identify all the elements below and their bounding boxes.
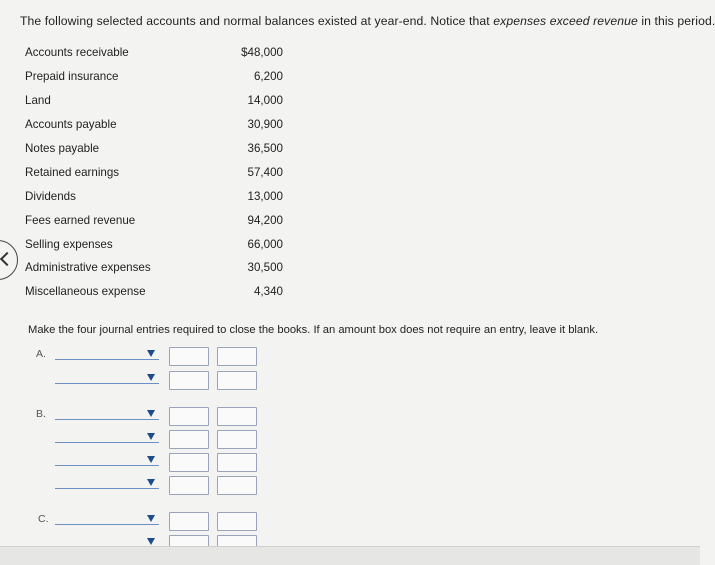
account-row (25, 184, 283, 208)
entry-a-line-2 (55, 371, 265, 391)
dropdown-arrow-icon[interactable] (147, 538, 155, 545)
entry-b-label: B. (36, 408, 46, 420)
entry-b-line-4 (55, 476, 265, 496)
account-balance: 13,000 (247, 189, 283, 203)
account-balance: 94,200 (247, 213, 283, 227)
entry-c-label: C. (38, 513, 49, 525)
instructions-text: Make the four journal entries required to close the books. If an amount box does not require an entry, leave it blank. (28, 324, 599, 336)
dropdown-arrow-icon[interactable] (147, 515, 155, 522)
side-collapse-tab[interactable] (0, 240, 18, 280)
credit-input[interactable] (217, 476, 257, 495)
intro-text (20, 14, 715, 28)
account-row (25, 208, 283, 232)
debit-input[interactable] (169, 453, 209, 472)
chevron-left-icon (0, 252, 14, 266)
account-select[interactable] (55, 488, 159, 489)
bottom-toolbar (0, 546, 700, 565)
account-name: Accounts receivable (25, 46, 129, 60)
credit-input[interactable] (217, 371, 257, 390)
account-row (25, 89, 283, 113)
account-row (25, 41, 283, 65)
account-balance: 66,000 (247, 237, 283, 251)
accounts-table (25, 41, 283, 304)
credit-input[interactable] (217, 453, 257, 472)
account-select[interactable] (55, 524, 159, 525)
account-name: Accounts payable (25, 118, 117, 132)
entry-a-line-1 (55, 347, 265, 367)
entry-a-label: A. (36, 348, 46, 360)
account-name: Fees earned revenue (25, 213, 136, 227)
account-name: Prepaid insurance (25, 70, 119, 84)
dropdown-arrow-icon[interactable] (147, 433, 155, 440)
debit-input[interactable] (169, 476, 209, 495)
account-row (25, 232, 283, 256)
account-row (25, 65, 283, 89)
account-name: Land (25, 94, 51, 108)
account-row (25, 256, 283, 280)
account-row (25, 280, 283, 304)
account-balance: 6,200 (253, 70, 283, 84)
account-balance: 14,000 (247, 94, 283, 108)
account-row (25, 160, 283, 184)
credit-input[interactable] (217, 347, 257, 366)
debit-input[interactable] (169, 347, 209, 366)
account-balance: 30,900 (247, 118, 283, 132)
debit-input[interactable] (169, 430, 209, 449)
account-select[interactable] (55, 442, 159, 443)
account-name: Selling expenses (25, 237, 113, 251)
credit-input[interactable] (217, 512, 257, 531)
dropdown-arrow-icon[interactable] (147, 410, 155, 417)
account-balance: $48,000 (241, 46, 283, 60)
intro-text-before: The following selected accounts and normal balances existed at year-end. Notice that (20, 14, 494, 28)
debit-input[interactable] (169, 407, 209, 426)
debit-input[interactable] (169, 512, 209, 531)
intro-text-emphasis: expenses exceed revenue (493, 14, 638, 28)
entry-b-line-2 (55, 430, 265, 450)
entry-b-line-3 (55, 453, 265, 473)
account-name: Dividends (25, 189, 76, 203)
account-row (25, 137, 283, 161)
account-name: Notes payable (25, 142, 100, 155)
account-balance: 4,340 (253, 285, 283, 299)
credit-input[interactable] (217, 430, 257, 449)
entry-b-line-1 (55, 407, 265, 427)
account-name: Miscellaneous expense (25, 285, 146, 299)
intro-text-after: in this period. (637, 14, 715, 28)
account-balance: 36,500 (247, 142, 283, 155)
account-row (25, 113, 283, 137)
entry-c-line-1 (55, 512, 265, 532)
account-balance: 30,500 (247, 261, 283, 275)
dropdown-arrow-icon[interactable] (147, 456, 155, 463)
dropdown-arrow-icon[interactable] (147, 479, 155, 486)
account-balance: 57,400 (247, 165, 283, 179)
debit-input[interactable] (169, 371, 209, 390)
account-select[interactable] (55, 359, 159, 360)
dropdown-arrow-icon[interactable] (147, 374, 155, 381)
credit-input[interactable] (217, 407, 257, 426)
account-name: Retained earnings (25, 165, 120, 179)
account-select[interactable] (55, 465, 159, 466)
account-name: Administrative expenses (25, 261, 151, 275)
dropdown-arrow-icon[interactable] (147, 350, 155, 357)
account-select[interactable] (55, 419, 159, 420)
account-select[interactable] (55, 383, 159, 384)
